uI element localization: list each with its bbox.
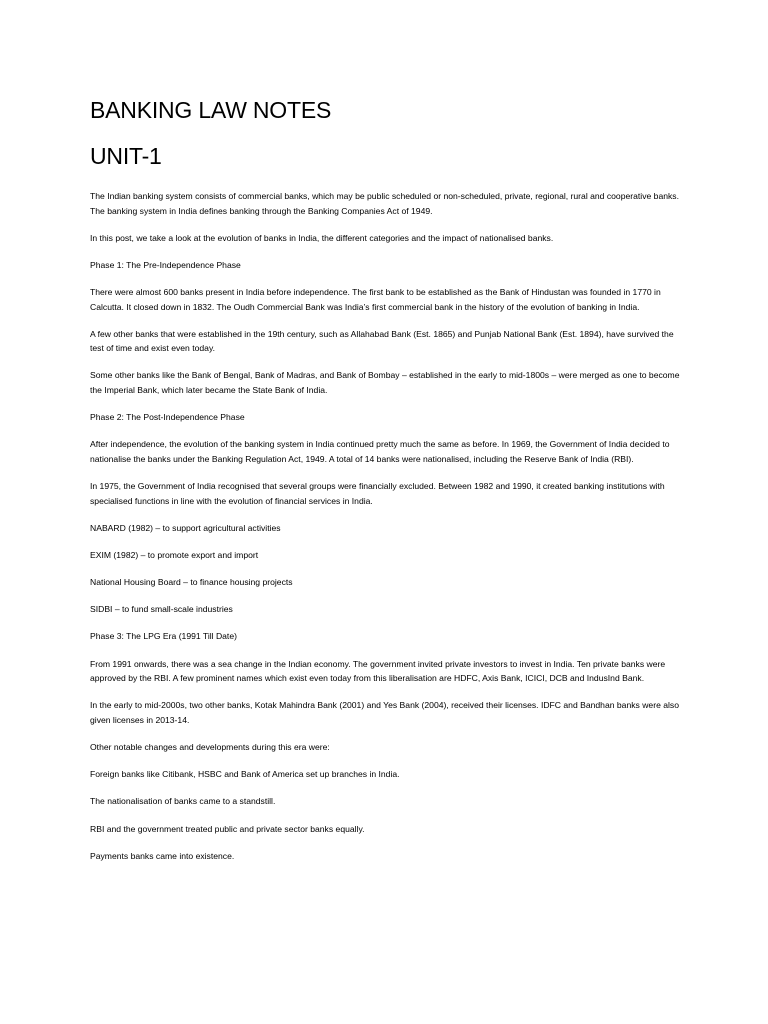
list-item: National Housing Board – to finance housing projects — [90, 577, 293, 588]
list-item: NABARD (1982) – to support agricultural activities — [90, 522, 281, 533]
list-item: Foreign banks like Citibank, HSBC and Bank of America set up branches in India. — [90, 769, 400, 780]
section-heading: Phase 1: The Pre-Independence Phase — [90, 259, 241, 270]
paragraph: In this post, we take a look at the evolution of banks in India, the different categories and the impact of nationalised banks. — [90, 232, 554, 243]
section-heading: Phase 3: The LPG Era (1991 Till Date) — [90, 631, 237, 642]
paragraph: Some other banks like the Bank of Bengal, Bank of Madras, and Bank of Bombay – established in the early to mid-1800s – were merged as one to become the Imperial Bank, which later became the State Bank of India. — [90, 370, 680, 395]
paragraph: In 1975, the Government of India recognised that several groups were financially excluded. Between 1982 and 1990, it created banking institutions with specialised functions in line with the evolution of financial services in India. — [90, 481, 665, 506]
paragraph: Other notable changes and developments during this era were: — [90, 742, 330, 752]
list-item: EXIM (1982) – to promote export and import — [90, 549, 259, 560]
list-item: SIDBI – to fund small-scale industries — [90, 604, 233, 615]
list-item: The nationalisation of banks came to a standstill. — [90, 796, 276, 807]
paragraph: The Indian banking system consists of commercial banks, which may be public scheduled or non-scheduled, private, regional, rural and cooperative banks. The banking system in India defines banking through the Banking Companies Act of 1949. — [90, 191, 679, 216]
document-content — [90, 95, 682, 876]
section-heading: Phase 2: The Post-Independence Phase — [90, 412, 245, 423]
paragraph: After independence, the evolution of the banking system in India continued pretty much the same as before. In 1969, the Government of India decided to nationalise the banks under the Banking Regulation Act, 1949. A total of 14 banks were nationalised, including the Reserve Bank of India (RBI). — [90, 439, 670, 464]
paragraph: A few other banks that were established in the 19th century, such as Allahabad Bank (Est. 1865) and Punjab National Bank (Est. 1894), have survived the test of time and exist even today. — [90, 328, 674, 354]
list-item: Payments banks came into existence. — [90, 850, 235, 861]
unit-heading: UNIT-1 — [90, 143, 162, 169]
paragraph: In the early to mid-2000s, two other banks, Kotak Mahindra Bank (2001) and Yes Bank (2004), received their licenses. IDFC and Bandhan banks were also given licenses in 2013-14. — [90, 700, 680, 725]
document-body — [90, 189, 682, 863]
paragraph: There were almost 600 banks present in India before independence. The first bank to be established as the Bank of Hindustan was founded in 1770 in Calcutta. It closed down in 1832. The Oudh Commercial Bank was India’s first commercial bank in the history of the evolution of banking in India. — [90, 287, 661, 312]
document-title: BANKING LAW NOTES — [90, 97, 332, 123]
list-item: RBI and the government treated public and private sector banks equally. — [90, 823, 365, 834]
paragraph: From 1991 onwards, there was a sea change in the Indian economy. The government invited private investors to invest in India. Ten private banks were approved by the RBI. A few prominent names which exist even today from this liberalisation are HDFC, Axis Bank, ICICI, DCB and IndusInd Bank. — [90, 658, 666, 684]
